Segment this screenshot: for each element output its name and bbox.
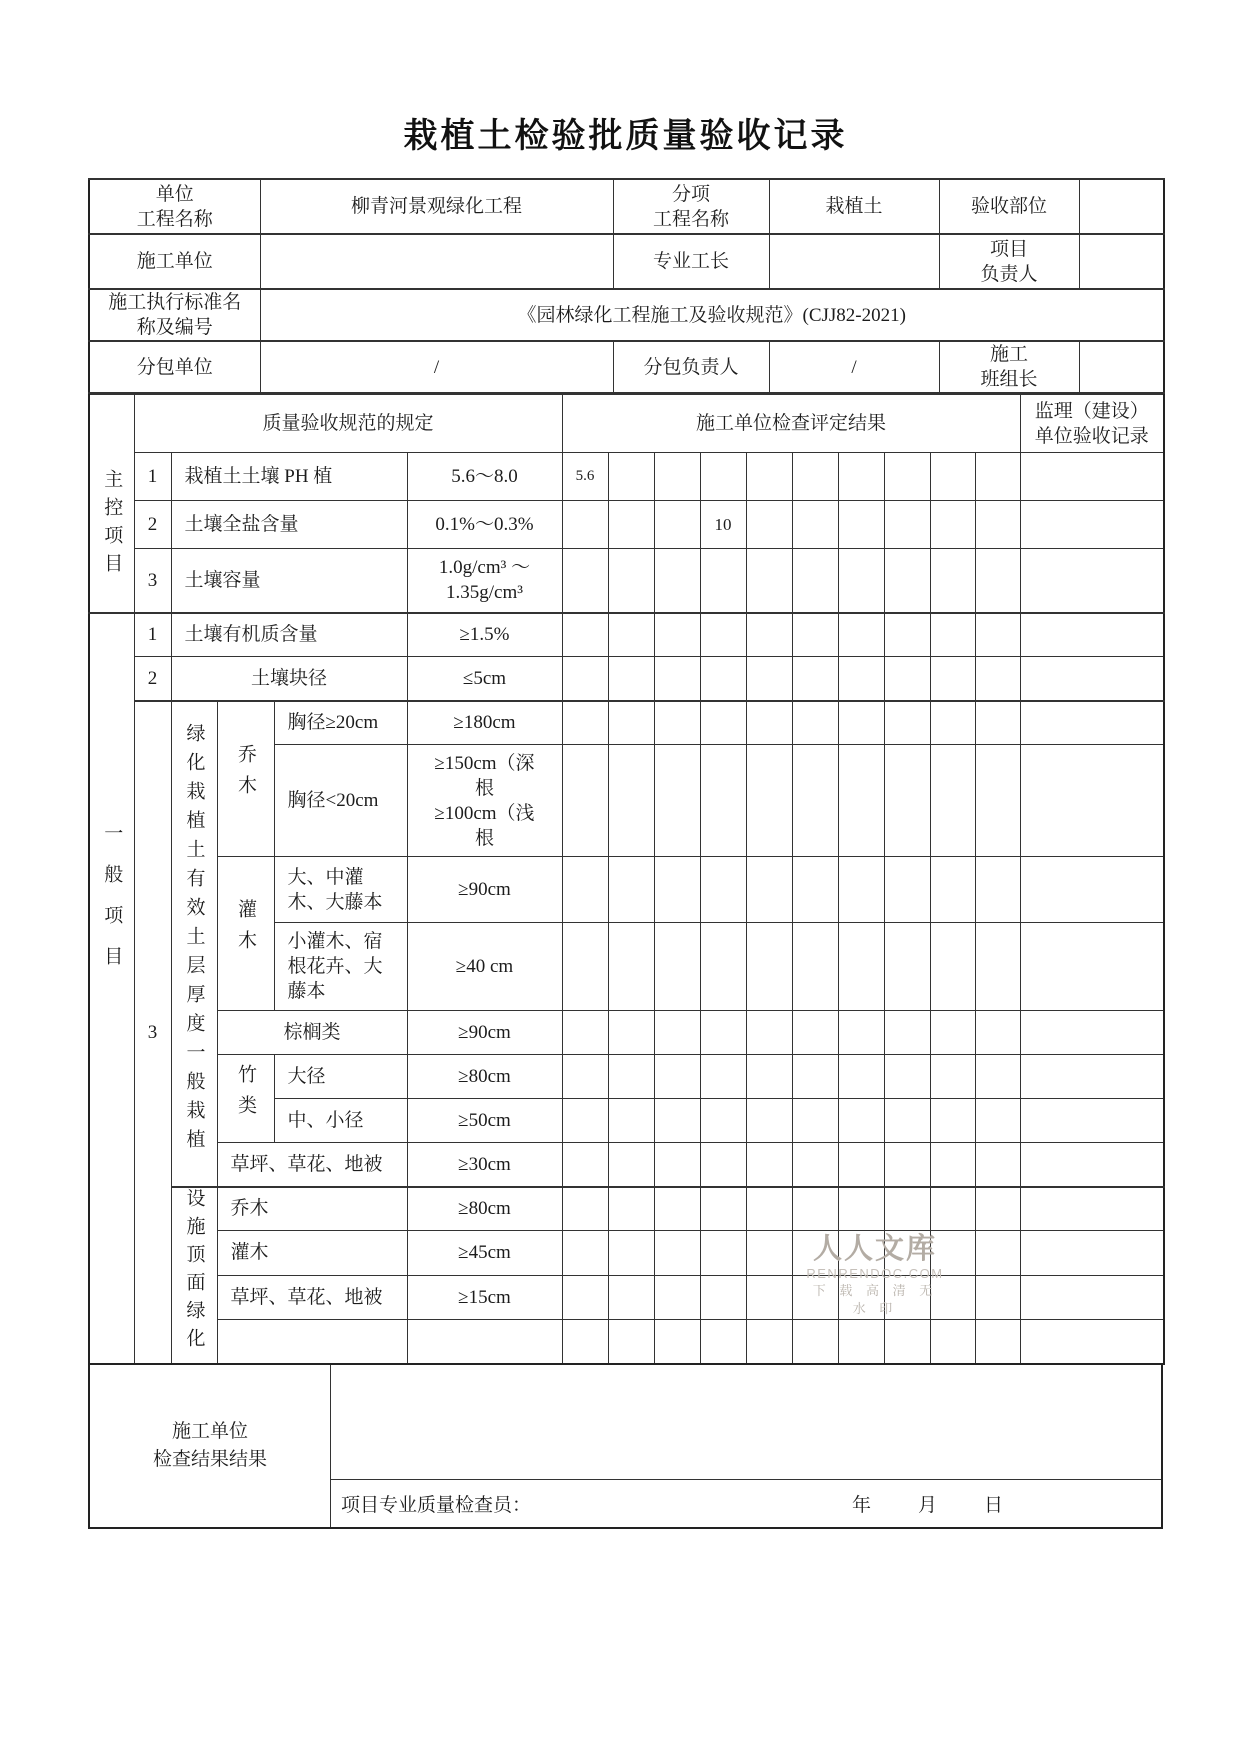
result-cell xyxy=(930,857,975,923)
crew-leader-value xyxy=(1079,341,1164,393)
result-cell xyxy=(746,1099,792,1143)
result-cell xyxy=(746,549,792,613)
row-number: 3 xyxy=(134,701,171,1364)
result-cell xyxy=(700,657,746,701)
result-cell xyxy=(700,923,746,1011)
depth-category-label: 绿化栽植土有效土层厚度一般栽植 xyxy=(171,701,217,1187)
date-fields xyxy=(852,1490,1003,1517)
inspection-result-area xyxy=(331,1365,1161,1479)
result-cell xyxy=(562,1275,608,1319)
result-cell xyxy=(746,745,792,857)
result-cell xyxy=(975,453,1020,501)
row-number: 1 xyxy=(134,453,171,501)
form-sheet xyxy=(88,178,1163,1529)
spec-value: ≥40 cm xyxy=(407,923,562,1011)
result-cell xyxy=(838,1011,884,1055)
spec-value xyxy=(407,1319,562,1363)
result-cell xyxy=(608,1143,654,1187)
result-cell xyxy=(838,1319,884,1363)
result-cell xyxy=(608,1231,654,1275)
crew-leader-label: 施工 班组长 xyxy=(939,341,1079,393)
result-cell xyxy=(975,1231,1020,1275)
result-cell xyxy=(654,857,700,923)
result-cell xyxy=(884,657,930,701)
result-cell xyxy=(746,657,792,701)
sub-item-name: 灌木 xyxy=(217,1231,407,1275)
result-cell xyxy=(654,701,700,745)
info-row-standard xyxy=(89,289,1164,341)
main-items-section-label: 主控项目 xyxy=(89,395,134,613)
result-cell xyxy=(792,1055,838,1099)
result-cell xyxy=(700,1055,746,1099)
result-cell xyxy=(975,857,1020,923)
result-cell xyxy=(608,857,654,923)
result-cell xyxy=(792,549,838,613)
result-cell xyxy=(608,1055,654,1099)
result-cell xyxy=(562,745,608,857)
result-cell xyxy=(746,923,792,1011)
result-header: 施工单位检查评定结果 xyxy=(562,395,1020,453)
result-cell xyxy=(838,857,884,923)
result-cell xyxy=(792,1319,838,1363)
result-cell xyxy=(792,1231,838,1275)
result-cell xyxy=(608,1099,654,1143)
standard-value: 《园林绿化工程施工及验收规范》(CJJ82-2021) xyxy=(260,289,1164,341)
result-cell xyxy=(975,701,1020,745)
result-cell xyxy=(700,613,746,657)
supervisor-cell xyxy=(1020,857,1164,923)
result-cell xyxy=(884,1143,930,1187)
sub-item-name: 小灌木、宿 根花卉、大 藤本 xyxy=(274,923,407,1011)
result-cell xyxy=(792,1099,838,1143)
result-cell xyxy=(562,1099,608,1143)
row-roof-shrub xyxy=(89,1231,1164,1275)
result-cell xyxy=(975,1187,1020,1231)
inspection-result-right xyxy=(331,1365,1161,1527)
result-cell xyxy=(884,1055,930,1099)
result-cell xyxy=(930,549,975,613)
supervisor-cell xyxy=(1020,701,1164,745)
supervisor-cell xyxy=(1020,1275,1164,1319)
general-row-organic xyxy=(89,613,1164,657)
item-name: 土壤全盐含量 xyxy=(171,501,407,549)
result-cell xyxy=(884,745,930,857)
result-cell xyxy=(792,657,838,701)
result-cell xyxy=(838,1143,884,1187)
watermark-slogan: 下 载 高 清 无 水 印 xyxy=(812,1283,938,1316)
result-cell xyxy=(930,1099,975,1143)
result-cell xyxy=(838,453,884,501)
shrub-category-label: 灌木 xyxy=(217,857,274,1011)
result-cell xyxy=(654,1011,700,1055)
spec-value: 0.1%～0.3% xyxy=(407,501,562,549)
main-row-density xyxy=(89,549,1164,613)
spec-value: ≥80cm xyxy=(407,1187,562,1231)
supervisor-header: 监理（建设） 单位验收记录 xyxy=(1020,395,1164,453)
result-cell xyxy=(746,1011,792,1055)
result-cell xyxy=(746,1055,792,1099)
result-cell xyxy=(562,701,608,745)
result-cell xyxy=(930,1231,975,1275)
sub-item-name: 草坪、草花、地被 xyxy=(217,1275,407,1319)
result-cell xyxy=(930,453,975,501)
result-cell xyxy=(975,745,1020,857)
result-cell xyxy=(838,657,884,701)
result-cell xyxy=(930,701,975,745)
row-palm xyxy=(89,1011,1164,1055)
result-cell xyxy=(562,857,608,923)
result-cell xyxy=(792,1011,838,1055)
date-month-label: 月 xyxy=(917,1494,937,1516)
result-cell xyxy=(654,657,700,701)
result-cell xyxy=(654,745,700,857)
foreman-value xyxy=(769,234,939,289)
result-cell xyxy=(975,501,1020,549)
spec-header: 质量验收规范的规定 xyxy=(134,395,562,453)
spec-value: ≤5cm xyxy=(407,657,562,701)
result-cell xyxy=(746,857,792,923)
result-cell xyxy=(700,1011,746,1055)
roof-category-label: 设施顶面绿化 xyxy=(171,1187,217,1364)
supervisor-cell xyxy=(1020,501,1164,549)
result-cell xyxy=(608,701,654,745)
result-cell xyxy=(975,613,1020,657)
spec-value: ≥90cm xyxy=(407,1011,562,1055)
info-row-builder xyxy=(89,234,1164,289)
result-cell xyxy=(654,1275,700,1319)
supervisor-cell xyxy=(1020,453,1164,501)
result-cell xyxy=(700,549,746,613)
info-row-subcontractor xyxy=(89,341,1164,393)
result-cell xyxy=(562,923,608,1011)
unit-project-value: 柳青河景观绿化工程 xyxy=(260,179,613,234)
result-cell xyxy=(884,701,930,745)
sub-item-name: 胸径<20cm xyxy=(274,745,407,857)
item-name: 栽植土土壤 PH 植 xyxy=(171,453,407,501)
result-cell xyxy=(746,453,792,501)
inspection-result-label: 施工单位 检查结果结果 xyxy=(90,1365,331,1527)
row-roof-lawn xyxy=(89,1275,1164,1319)
result-cell xyxy=(792,613,838,657)
sub-item-name: 大径 xyxy=(274,1055,407,1099)
info-row-unit-project xyxy=(89,179,1164,234)
result-cell xyxy=(700,453,746,501)
result-cell xyxy=(884,613,930,657)
supervisor-cell xyxy=(1020,1143,1164,1187)
result-cell xyxy=(792,1275,838,1319)
result-cell xyxy=(654,453,700,501)
spec-value: ≥45cm xyxy=(407,1231,562,1275)
supervisor-cell xyxy=(1020,1055,1164,1099)
sub-item-name: 大、中灌 木、大藤本 xyxy=(274,857,407,923)
item-name: 土壤有机质含量 xyxy=(171,613,407,657)
result-cell xyxy=(608,923,654,1011)
result-cell xyxy=(746,1319,792,1363)
result-cell xyxy=(975,1011,1020,1055)
grid-header-row xyxy=(89,395,1164,453)
subitem-value: 栽植土 xyxy=(769,179,939,234)
result-cell xyxy=(700,1187,746,1231)
watermark-brand: 人人文库 xyxy=(812,1233,937,1265)
result-cell xyxy=(562,1143,608,1187)
item-name: 土壤块径 xyxy=(171,657,407,701)
project-manager-label: 项目 负责人 xyxy=(939,234,1079,289)
bamboo-category-label: 竹类 xyxy=(217,1055,274,1143)
result-cell xyxy=(608,453,654,501)
result-cell xyxy=(608,657,654,701)
row-roof-tree xyxy=(89,1187,1164,1231)
result-cell xyxy=(654,549,700,613)
supervisor-cell xyxy=(1020,745,1164,857)
result-cell xyxy=(930,923,975,1011)
result-cell xyxy=(884,501,930,549)
subcontract-manager-value: / xyxy=(769,341,939,393)
project-manager-value xyxy=(1079,234,1164,289)
main-row-salt xyxy=(89,501,1164,549)
result-cell xyxy=(838,701,884,745)
result-cell xyxy=(746,1275,792,1319)
spec-value: ≥90cm xyxy=(407,857,562,923)
subitem-label: 分项 工程名称 xyxy=(613,179,769,234)
result-cell xyxy=(700,745,746,857)
result-cell xyxy=(654,1187,700,1231)
supervisor-cell xyxy=(1020,1187,1164,1231)
builder-label: 施工单位 xyxy=(89,234,260,289)
row-shrub-large xyxy=(89,857,1164,923)
sub-item-name: 胸径≥20cm xyxy=(274,701,407,745)
result-cell xyxy=(608,613,654,657)
result-cell xyxy=(884,1231,930,1275)
result-cell xyxy=(654,1231,700,1275)
result-cell xyxy=(654,1319,700,1363)
result-cell xyxy=(975,657,1020,701)
result-cell xyxy=(700,1319,746,1363)
result-cell xyxy=(930,613,975,657)
result-cell xyxy=(562,549,608,613)
result-cell xyxy=(838,745,884,857)
sub-item-name: 棕榈类 xyxy=(217,1011,407,1055)
result-cell xyxy=(654,1099,700,1143)
result-cell xyxy=(884,857,930,923)
standard-label: 施工执行标准名 称及编号 xyxy=(89,289,260,341)
result-cell xyxy=(746,1231,792,1275)
tree-category-label: 乔木 xyxy=(217,701,274,857)
result-cell xyxy=(608,745,654,857)
result-cell xyxy=(700,857,746,923)
result-cell xyxy=(562,1055,608,1099)
result-cell xyxy=(792,501,838,549)
result-cell xyxy=(654,613,700,657)
general-items-section-label: 一般项目 xyxy=(89,613,134,1364)
supervisor-cell xyxy=(1020,1011,1164,1055)
result-cell xyxy=(792,1187,838,1231)
row-tree-dbh-ge20 xyxy=(89,701,1164,745)
builder-value xyxy=(260,234,613,289)
info-table xyxy=(88,178,1165,394)
result-cell xyxy=(930,657,975,701)
result-cell xyxy=(792,701,838,745)
result-cell xyxy=(608,1319,654,1363)
result-cell xyxy=(930,1011,975,1055)
spec-value: ≥150cm（深 根 ≥100cm（浅 根 xyxy=(407,745,562,857)
sub-item-name: 乔木 xyxy=(217,1187,407,1231)
supervisor-cell xyxy=(1020,613,1164,657)
result-cell xyxy=(930,1187,975,1231)
main-row-ph xyxy=(89,453,1164,501)
result-cell xyxy=(792,923,838,1011)
row-number: 3 xyxy=(134,549,171,613)
sub-item-name: 中、小径 xyxy=(274,1099,407,1143)
general-row-clod-size xyxy=(89,657,1164,701)
result-cell xyxy=(700,701,746,745)
row-number: 1 xyxy=(134,613,171,657)
result-cell: 5.6 xyxy=(562,453,608,501)
result-cell xyxy=(792,1143,838,1187)
result-cell xyxy=(884,1187,930,1231)
spec-value: ≥15cm xyxy=(407,1275,562,1319)
result-cell xyxy=(975,1319,1020,1363)
result-cell xyxy=(608,1187,654,1231)
spec-value: 1.0g/cm³ ～ 1.35g/cm³ xyxy=(407,549,562,613)
result-cell xyxy=(654,1143,700,1187)
result-cell xyxy=(975,1275,1020,1319)
row-roof-empty xyxy=(89,1319,1164,1363)
inspection-result-block xyxy=(88,1365,1163,1529)
result-cell xyxy=(562,1319,608,1363)
result-cell xyxy=(792,453,838,501)
result-cell xyxy=(700,1143,746,1187)
result-cell xyxy=(608,1011,654,1055)
result-cell xyxy=(792,857,838,923)
spec-value: ≥180cm xyxy=(407,701,562,745)
supervisor-cell xyxy=(1020,923,1164,1011)
result-cell xyxy=(930,1275,975,1319)
date-year-label: 年 xyxy=(851,1494,871,1516)
result-cell xyxy=(700,1275,746,1319)
result-cell xyxy=(746,501,792,549)
result-cell xyxy=(746,613,792,657)
sub-item-name xyxy=(217,1319,407,1363)
spec-value: ≥1.5% xyxy=(407,613,562,657)
result-cell xyxy=(838,501,884,549)
result-cell xyxy=(930,1319,975,1363)
result-cell xyxy=(884,1275,930,1319)
result-cell xyxy=(975,1143,1020,1187)
result-cell xyxy=(608,549,654,613)
result-cell xyxy=(608,501,654,549)
spec-value: ≥80cm xyxy=(407,1055,562,1099)
result-cell xyxy=(562,1011,608,1055)
result-cell xyxy=(838,1099,884,1143)
result-cell xyxy=(746,1143,792,1187)
row-lawn-ground xyxy=(89,1143,1164,1187)
spec-value: ≥30cm xyxy=(407,1143,562,1187)
result-cell xyxy=(654,501,700,549)
sub-item-name: 草坪、草花、地被 xyxy=(217,1143,407,1187)
result-cell xyxy=(884,1011,930,1055)
result-cell xyxy=(930,1055,975,1099)
result-cell xyxy=(654,1055,700,1099)
result-cell xyxy=(975,1099,1020,1143)
item-name: 土壤容量 xyxy=(171,549,407,613)
result-cell xyxy=(838,1275,884,1319)
result-cell xyxy=(562,1231,608,1275)
supervisor-cell xyxy=(1020,1099,1164,1143)
result-cell xyxy=(700,1231,746,1275)
result-cell xyxy=(838,1055,884,1099)
page-title: 栽植土检验批质量验收记录 xyxy=(403,116,848,156)
result-cell xyxy=(975,1055,1020,1099)
result-cell xyxy=(838,1187,884,1231)
row-number: 2 xyxy=(134,657,171,701)
row-bamboo-large xyxy=(89,1055,1164,1099)
result-cell xyxy=(746,701,792,745)
result-cell xyxy=(838,613,884,657)
result-cell xyxy=(562,613,608,657)
acceptance-part-label: 验收部位 xyxy=(939,179,1079,234)
result-cell xyxy=(838,549,884,613)
row-number: 2 xyxy=(134,501,171,549)
result-cell xyxy=(930,501,975,549)
acceptance-grid-table xyxy=(88,394,1165,1365)
subcontractor-value: / xyxy=(260,341,613,393)
result-cell xyxy=(700,1099,746,1143)
spec-value: ≥50cm xyxy=(407,1099,562,1143)
result-cell xyxy=(654,923,700,1011)
result-cell xyxy=(792,745,838,857)
result-cell xyxy=(930,745,975,857)
supervisor-cell xyxy=(1020,1319,1164,1363)
subcontract-manager-label: 分包负责人 xyxy=(613,341,769,393)
result-cell: 10 xyxy=(700,501,746,549)
result-cell xyxy=(562,657,608,701)
result-cell xyxy=(562,501,608,549)
result-cell xyxy=(884,1319,930,1363)
watermark-domain: RENRENDOC.COM xyxy=(806,1266,944,1281)
supervisor-cell xyxy=(1020,657,1164,701)
result-cell xyxy=(930,1143,975,1187)
subcontractor-label: 分包单位 xyxy=(89,341,260,393)
result-cell xyxy=(884,453,930,501)
result-cell xyxy=(884,1099,930,1143)
foreman-label: 专业工长 xyxy=(613,234,769,289)
acceptance-part-value xyxy=(1079,179,1164,234)
result-cell xyxy=(838,923,884,1011)
result-cell xyxy=(884,549,930,613)
date-day-label: 日 xyxy=(983,1494,1003,1516)
signature-row xyxy=(331,1479,1161,1527)
result-cell xyxy=(838,1231,884,1275)
supervisor-cell xyxy=(1020,1231,1164,1275)
inspector-label: 项目专业质量检查员： xyxy=(341,1494,532,1516)
result-cell xyxy=(975,923,1020,1011)
result-cell xyxy=(608,1275,654,1319)
spec-value: 5.6～8.0 xyxy=(407,453,562,501)
supervisor-cell xyxy=(1020,549,1164,613)
result-cell xyxy=(562,1187,608,1231)
unit-project-label: 单位 工程名称 xyxy=(89,179,260,234)
result-cell xyxy=(884,923,930,1011)
result-cell xyxy=(746,1187,792,1231)
result-cell xyxy=(975,549,1020,613)
